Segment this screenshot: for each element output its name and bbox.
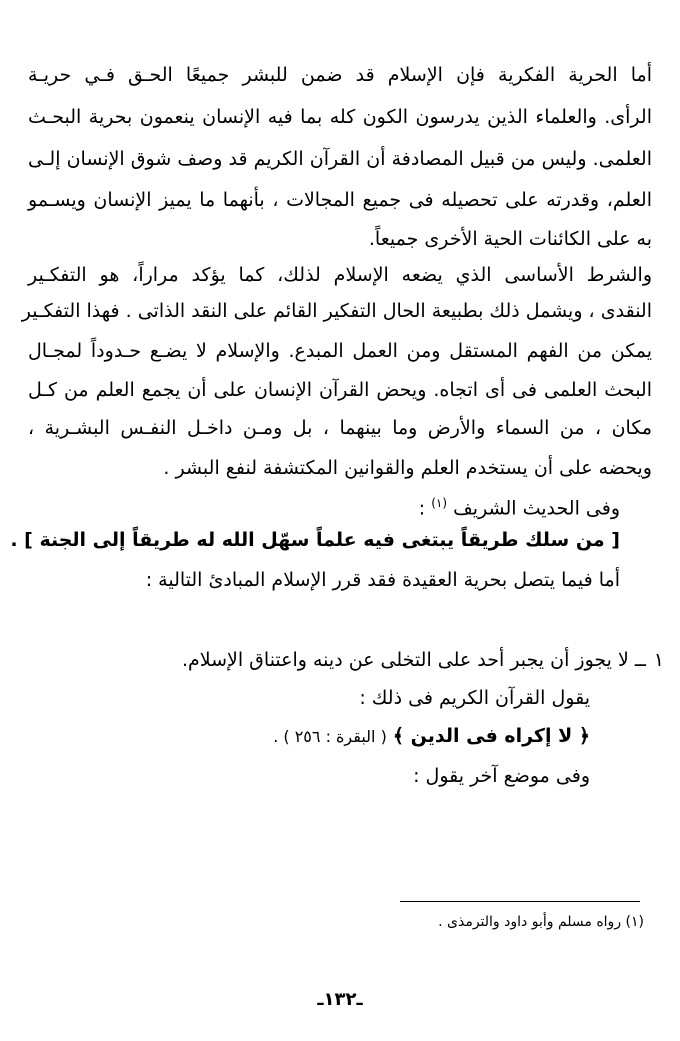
paragraph-1-line-3: العلمى. وليس من قبيل المصادفة أن القرآن الكريم قد وصف شوق الإنسان إلـى [28, 148, 652, 170]
paragraph-1-line-2: الرأى. والعلماء الذين يدرسون الكون كله بما فيه الإنسان ينعمون بحرية البحـث [28, 106, 652, 128]
quran-intro: يقول القرآن الكريم فى ذلك : [359, 687, 590, 709]
hadith-intro [418, 490, 620, 520]
paragraph-2-line-3: يمكن من الفهم المستقل ومن العمل المبدع. والإسلام لا يضـع حـدوداً لمجـال [28, 340, 652, 362]
paragraph-1-line-1: أما الحرية الفكرية فإن الإسلام قد ضمن للبشر جميعًا الحـق فـي حريـة [28, 64, 652, 86]
paragraph-2-line-4: البحث العلمى فى أى اتجاه. ويحض القرآن الإنسان على أن يجمع العلم من كـل [28, 379, 652, 401]
another-place: وفى موضع آخر يقول : [413, 765, 590, 787]
paragraph-2-line-2: النقدى ، ويشمل ذلك بطبيعة الحال التفكير القائم على النقد الذاتى . فهذا التفكـير [21, 300, 652, 322]
quran-verse: ﴿ لا إكراه فى الدين ﴾ [392, 725, 590, 747]
hadith-intro-colon: : [418, 497, 426, 520]
footnote-marker: (١) [431, 496, 448, 510]
paragraph-2-line-5: مكان ، من السماء والأرض وما بينهما ، بل ومـن داخـل النفـس البشـرية ، [28, 417, 652, 439]
footnote-divider [400, 901, 640, 902]
hadith-quote: [ من سلك طريقاً يبتغى فيه علماً سهّل الله له طريقاً إلى الجنة ] . [10, 529, 620, 551]
footnote-text: (١) رواه مسلم وأبو داود والترمذى . [438, 914, 644, 930]
paragraph-1-line-4: العلم، وقدرته على تحصيله فى جميع المجالات ، بأنهما ما يميز الإنسان ويسـمو [28, 189, 652, 211]
verse-reference: ( البقرة : ٢٥٦ ) . [273, 727, 387, 746]
principle-1-number: ١ [653, 649, 664, 671]
paragraph-2-line-1: والشرط الأساسى الذي يضعه الإسلام لذلك، كما يؤكد مراراً، هو التفكـير [28, 264, 652, 286]
paragraph-2-line-6: ويحضه على أن يستخدم العلم والقوانين المكتشفة لنفع البشر . [163, 457, 652, 479]
belief-intro: أما فيما يتصل بحرية العقيدة فقد قرر الإسلام المبادئ التالية : [145, 569, 620, 591]
paragraph-1-line-5: به على الكائنات الحية الأخرى جميعاً. [368, 228, 652, 250]
hadith-intro-text: وفى الحديث الشريف [453, 497, 620, 520]
verse-line [273, 723, 590, 749]
page-number: ـ١٣٢ـ [317, 989, 363, 1010]
principle-1-text: ــ لا يجوز أن يجبر أحد على التخلى عن دينه واعتناق الإسلام. [181, 649, 646, 671]
